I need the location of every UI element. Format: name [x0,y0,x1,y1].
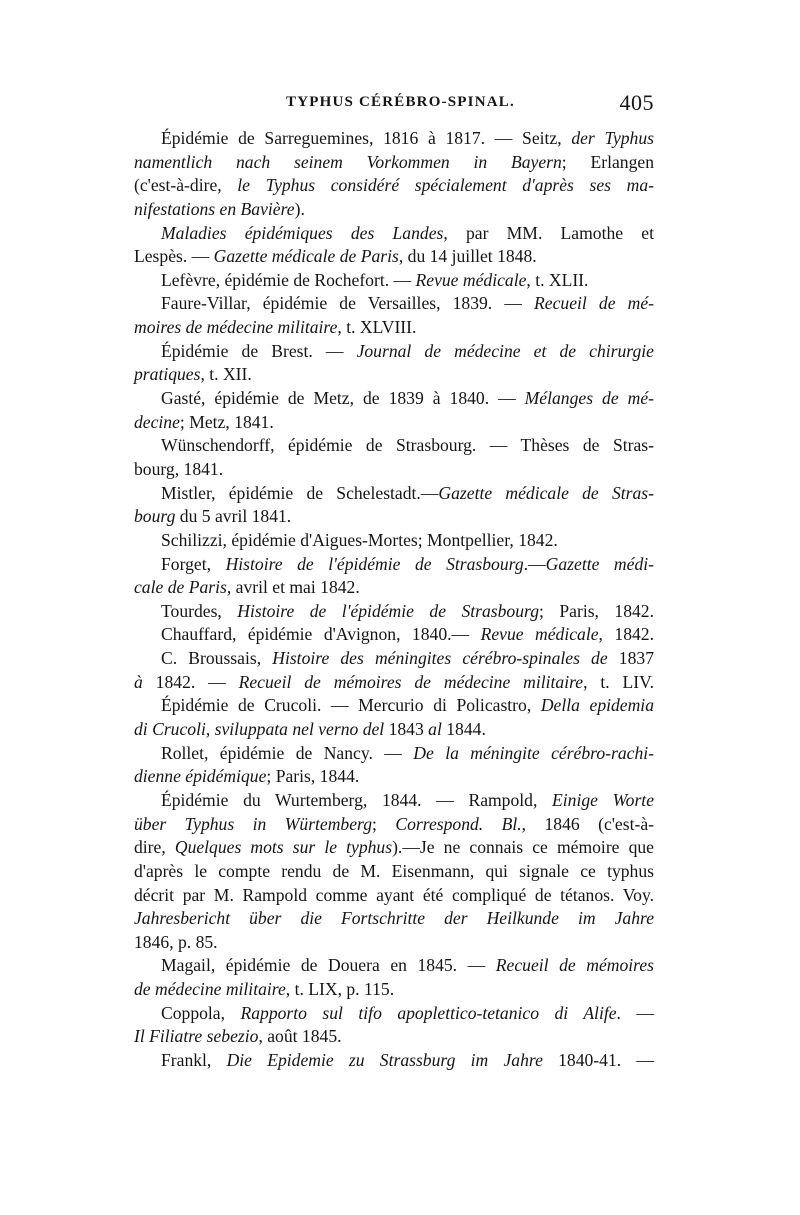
text-line [134,1002,654,1026]
text-segment: 1846, p. 85. [134,931,218,952]
italic-text-segment: dienne épidémique [134,766,267,787]
italic-text-segment: Gazette médi- [545,553,654,574]
text-segment: ; Paris, 1844. [266,766,360,787]
text-segment: 1840-41. — [542,1049,654,1070]
text-line [134,907,654,931]
italic-text-segment: Revue médicale [480,624,599,645]
text-line [134,434,654,458]
text-segment: , t. XLVIII. [337,317,417,338]
text-segment: , t. LIV. [583,671,654,692]
italic-text-segment: Recueil de mémoires [495,955,655,976]
text-line [134,411,654,435]
text-line [134,505,654,529]
italic-text-segment: Gazette médicale de Paris [213,246,399,267]
italic-text-segment: di Crucoli, sviluppata nel verno del [134,719,385,740]
text-segment: , du 14 juillet 1848. [398,246,537,267]
italic-text-segment: le Typhus considéré spécialement d'après ses ma- [237,175,654,196]
text-segment: décrit par M. Rampold comme ayant été compliqué de tétanos. Voy. [134,884,654,905]
text-line [134,978,654,1002]
text-segment: Tourdes, [161,600,238,621]
text-segment: Gasté, épidémie de Metz, de 1839 à 1840. — [161,388,525,409]
italic-text-segment: Histoire de l'épidémie de Strasbourg [237,600,540,621]
text-line [134,742,654,766]
text-line [134,198,654,222]
text-line [134,694,654,718]
text-line [134,954,654,978]
text-segment: 1844. [441,719,486,740]
bibliography-text [134,127,654,1073]
text-segment: , par MM. Lamothe et [443,222,654,243]
text-line [134,1049,654,1073]
text-line [134,529,654,553]
text-segment: Mistler, épidémie de Schelestadt.— [161,482,439,503]
italic-text-segment: à [134,671,143,692]
italic-text-segment: al [428,719,442,740]
text-line [134,576,654,600]
italic-text-segment: Della epidemia [540,695,654,716]
text-line [134,884,654,908]
text-line [134,931,654,955]
italic-text-segment: Revue médicale [415,269,527,290]
text-line [134,245,654,269]
italic-text-segment: pratiques [134,364,201,385]
text-segment: Épidémie de Brest. — [161,340,357,361]
italic-text-segment: Histoire de l'épidémie de Strasbourg [225,553,524,574]
italic-text-segment: der Typhus [571,128,654,148]
italic-text-segment: nifestations en Bavière [134,198,295,219]
text-segment: Frankl, [161,1049,227,1070]
text-segment: Épidémie de Sarreguemines, 1816 à 1817. — Seitz, [161,128,572,148]
text-segment: ).—Je ne connais ce mémoire que [392,837,654,858]
text-segment: 1843 [384,719,429,740]
text-line [134,1025,654,1049]
text-segment: Magail, épidémie de Douera en 1845. — [161,955,496,976]
italic-text-segment: über Typhus in Würtemberg [134,813,373,834]
text-line [134,553,654,577]
italic-text-segment: Jahresbericht über die Fortschritte der Heilkunde im Jahre [134,908,654,929]
text-segment: C. Broussais, [161,648,273,669]
italic-text-segment: Rapporto sul tifo apoplettico-tetanico di Alife [240,1002,617,1023]
text-segment: , t. LIX, p. 115. [285,979,395,1000]
text-segment: 1837 [607,648,654,669]
text-line [134,174,654,198]
text-line [134,458,654,482]
text-line [134,718,654,742]
text-segment: Faure-Villar, épidémie de Versailles, 1839. — [161,293,535,314]
text-segment: du 5 avril 1841. [175,506,292,527]
text-segment: ). [294,198,305,219]
text-segment: ; [372,813,396,834]
italic-text-segment: Il Filiatre sebezio [134,1026,259,1047]
text-line [134,292,654,316]
text-segment: bourg, 1841. [134,458,224,479]
italic-text-segment: Einige Worte [552,789,654,810]
text-segment: Chauffard, épidémie d'Avignon, 1840.— [161,624,481,645]
text-line [134,623,654,647]
text-segment: Schilizzi, épidémie d'Aigues-Mortes; Montpellier, 1842. [161,529,558,550]
text-segment: (c'est-à-dire, [134,175,238,196]
italic-text-segment: De la méningite cérébro-rachi- [413,742,654,763]
text-line [134,789,654,813]
italic-text-segment: Histoire des méningites cérébro-spinales de [272,648,608,669]
text-segment: Wünschendorff, épidémie de Strasbourg. — Thèses de Stras- [161,435,654,456]
text-segment: . — [616,1002,655,1023]
italic-text-segment: Journal de médecine et de chirurgie [356,340,654,361]
text-line [134,269,654,293]
text-segment: Lefèvre, épidémie de Rochefort. — [161,269,416,290]
text-segment: Rollet, épidémie de Nancy. — [161,742,414,763]
text-segment: .— [523,553,546,574]
text-line [134,860,654,884]
text-line [134,340,654,364]
text-line [134,127,654,151]
text-line [134,316,654,340]
text-segment: Épidémie du Wurtemberg, 1844. — Rampold, [161,789,553,810]
text-line [134,765,654,789]
text-segment: , 1846 (c'est-à- [521,813,655,834]
italic-text-segment: Recueil de mé- [534,293,654,314]
text-line [134,647,654,671]
italic-text-segment: namentlich nach seinem Vorkommen in Bayern [134,151,562,172]
text-segment: Coppola, [161,1002,241,1023]
text-line [134,151,654,175]
text-line [134,600,654,624]
text-line [134,836,654,860]
text-segment: 1842. — [142,671,239,692]
text-line [134,222,654,246]
italic-text-segment: Die Epidemie zu Strassburg im Jahre [226,1049,543,1070]
text-segment: Lespès. — [134,246,214,267]
text-line [134,363,654,387]
text-segment: , 1842. [598,624,655,645]
italic-text-segment: Maladies épidémiques des Landes [161,222,444,243]
italic-text-segment: Recueil de mémoires de médecine militaire [238,671,584,692]
italic-text-segment: Quelques mots sur le typhus [174,837,393,858]
text-line [134,671,654,695]
text-segment: ; Metz, 1841. [179,411,274,432]
italic-text-segment: de médecine militaire [134,979,286,1000]
text-segment: , août 1845. [258,1026,342,1047]
page-number: 405 [619,90,654,115]
italic-text-segment: Mélanges de mé- [524,388,654,409]
text-segment: ; Erlangen [561,151,654,172]
text-segment: Forget, [161,553,226,574]
text-line [134,813,654,837]
text-segment: , t. XLII. [526,269,589,290]
italic-text-segment: Gazette médicale de Stras- [438,482,654,503]
text-segment: d'après le compte rendu de M. Eisenmann, qui signale ce typhus [134,860,654,881]
text-line [134,482,654,506]
text-segment: , t. XII. [200,364,252,385]
text-line [134,387,654,411]
text-segment: ; Paris, 1842. [539,600,654,621]
italic-text-segment: decine [134,411,180,432]
italic-text-segment: Correspond. Bl. [395,813,522,834]
running-title: TYPHUS CÉRÉBRO-SPINAL. [286,94,515,110]
text-segment: , avril et mai 1842. [226,577,360,598]
italic-text-segment: cale de Paris [134,577,227,598]
text-segment: Épidémie de Crucoli. — Mercurio di Policastro, [161,695,541,716]
italic-text-segment: moires de médecine militaire [134,317,338,338]
italic-text-segment: bourg [134,506,176,527]
running-head [134,90,654,118]
text-segment: dire, [134,837,175,858]
